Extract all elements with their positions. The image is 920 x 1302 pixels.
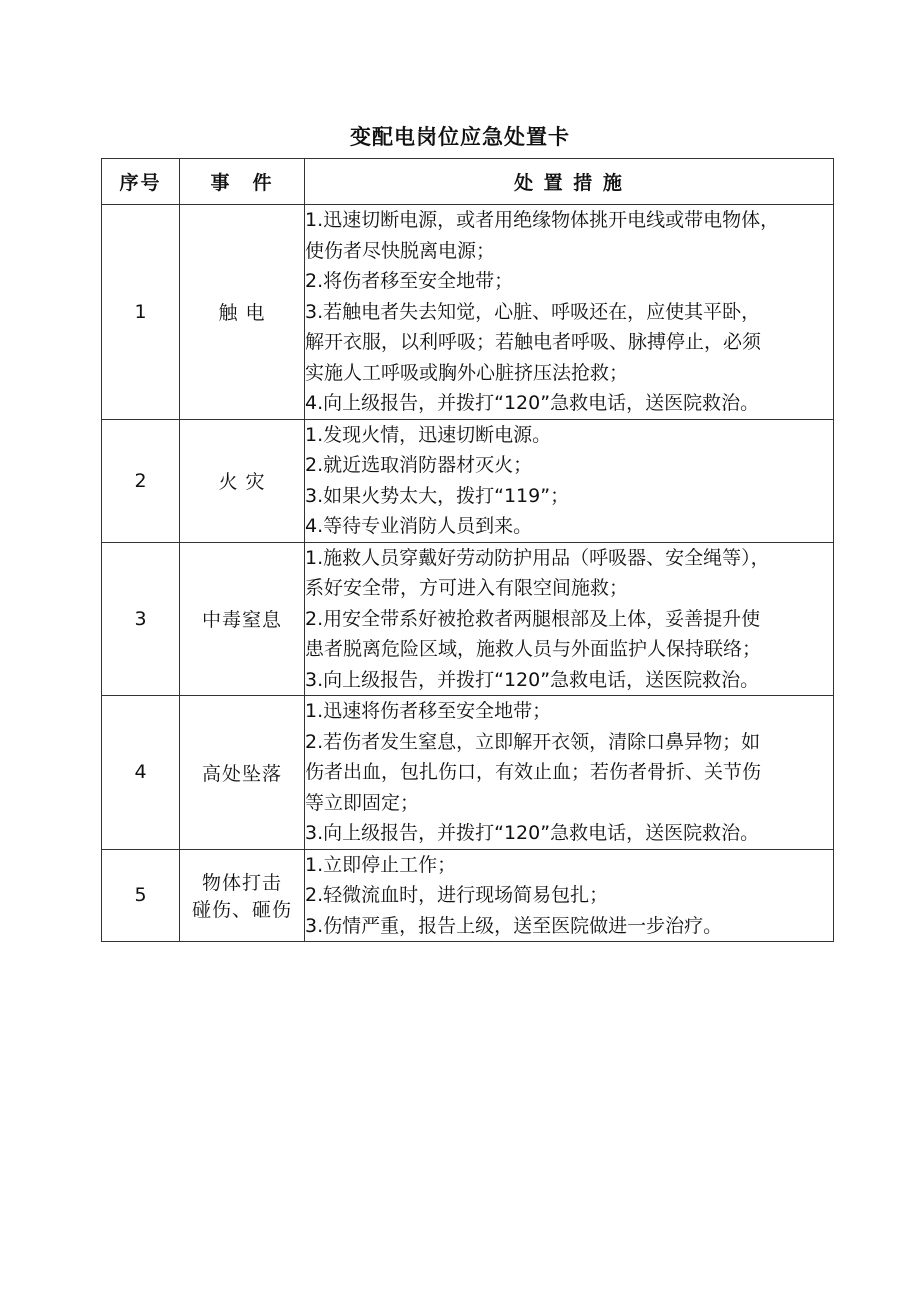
row-measures [305,205,834,420]
measure-line: 1.立即停止工作； [305,853,457,876]
page-title: 变配电岗位应急处置卡 [350,125,570,149]
row-event [180,419,305,542]
event-line: 触 电 [218,302,266,325]
event-line: 中毒窒息 [201,609,282,632]
measure-line: 解开衣服，以利呼吸；若触电者呼吸、脉搏停止，必须 [305,331,762,353]
event-line: 高处坠落 [201,762,282,785]
measure-line: 3.若触电者失去知觉，心脏、呼吸还在，应使其平卧， [305,300,761,323]
measure-line: 3.如果火势太大，拨打“119”； [305,484,570,507]
table-body [102,205,834,942]
row-event [180,542,305,696]
measure-line: 实施人工呼吸或胸外心脏挤压法抢救； [305,361,629,384]
measure-line: 2.若伤者发生窒息，立即解开衣领，清除口鼻异物；如 [305,730,761,753]
measure-line: 1.施救人员穿戴好劳动防护用品（呼吸器、安全绳等）， [305,546,770,569]
row-number: 5 [102,849,180,942]
measure-line: 4.向上级报告，并拨打“120”急救电话，送医院救治。 [305,392,760,414]
measure-line: 1.迅速将伤者移至安全地带； [305,700,552,722]
row-measures [305,419,834,542]
header-event: 事 件 [180,159,305,205]
row-measures [305,849,834,942]
event-line: 火 灾 [218,471,266,493]
measure-line: 4.等待专业消防人员到来。 [305,515,533,537]
measure-line: 2.就近选取消防器材灭火； [305,454,533,476]
table-row [102,205,834,420]
emergency-card-table [101,158,834,942]
table-row [102,696,834,850]
table-row [102,849,834,942]
table-row [102,542,834,696]
row-number: 4 [102,696,180,850]
row-number: 1 [102,205,180,420]
measure-line: 系好安全带，方可进入有限空间施救； [305,577,629,599]
row-measures [305,542,834,696]
table-row [102,419,834,542]
row-measures [305,696,834,850]
header-number: 序号 [102,159,180,205]
row-number: 3 [102,542,180,696]
measure-line: 等立即固定； [305,791,420,814]
header-row [102,159,834,205]
event-line: 物体打击 [201,872,282,895]
measure-line: 伤者出血，包扎伤口，有效止血；若伤者骨折、关节伤 [305,761,762,783]
header-measures: 处 置 措 施 [305,159,834,205]
measure-line: 3.伤情严重，报告上级，送至医院做进一步治疗。 [305,914,723,937]
measure-line: 1.发现火情，迅速切断电源。 [305,423,552,446]
measure-line: 患者脱离危险区域，施救人员与外面监护人保持联络； [305,638,762,660]
measure-line: 3.向上级报告，并拨打“120”急救电话，送医院救治。 [305,668,760,691]
row-event [180,696,305,850]
measure-line: 使伤者尽快脱离电源； [305,239,496,262]
row-event [180,849,305,942]
row-number: 2 [102,419,180,542]
measure-line: 1.迅速切断电源，或者用绝缘物体挑开电线或带电物体， [305,209,780,231]
event-line: 碰伤、砸伤 [191,899,292,922]
measure-line: 2.用安全带系好被抢救者两腿根部及上体，妥善提升使 [305,607,761,630]
row-event [180,205,305,420]
measure-line: 2.将伤者移至安全地带； [305,270,514,292]
measure-line: 2.轻微流血时，进行现场简易包扎； [305,884,609,906]
measure-line: 3.向上级报告，并拨打“120”急救电话，送医院救治。 [305,822,760,844]
